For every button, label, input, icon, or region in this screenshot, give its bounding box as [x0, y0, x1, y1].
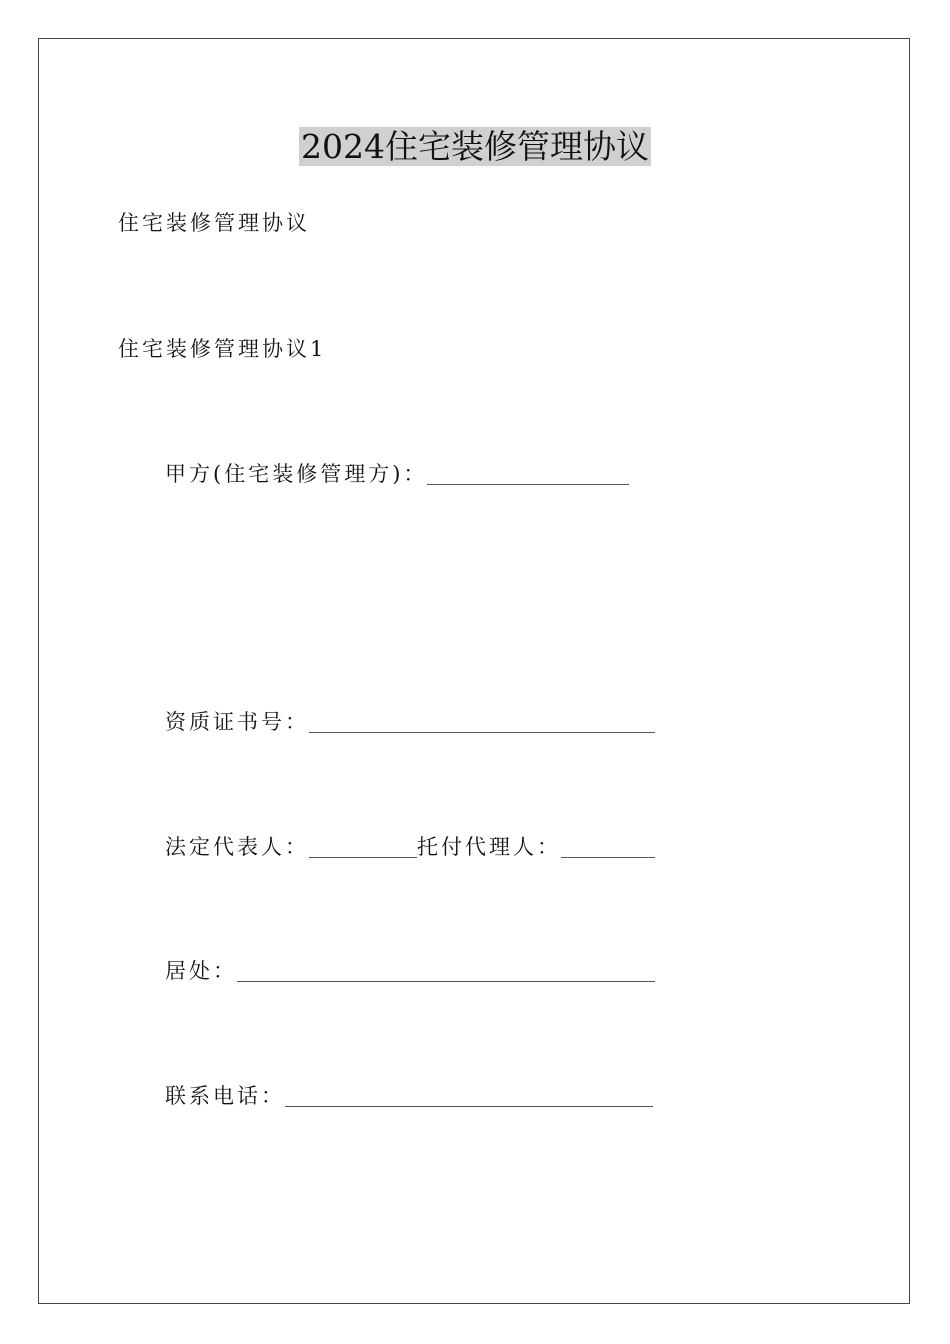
representatives-row — [165, 832, 655, 862]
legal-rep-label: 法定代表人： — [165, 835, 309, 859]
legal-rep-blank[interactable] — [309, 835, 417, 858]
agent-blank[interactable] — [561, 835, 655, 858]
qualification-blank[interactable] — [309, 710, 655, 733]
qualification-label: 资质证书号： — [165, 710, 309, 734]
party-a-row — [165, 459, 629, 489]
agent-label: 托付代理人： — [417, 835, 561, 859]
qualification-row — [165, 707, 655, 737]
address-label: 居处： — [165, 959, 237, 983]
party-a-label: 甲方(住宅装修管理方)： — [165, 462, 428, 486]
section-heading: 住宅装修管理协议1 — [118, 337, 327, 361]
document-title — [0, 124, 950, 170]
address-row — [165, 956, 655, 986]
document-subtitle: 住宅装修管理协议 — [118, 211, 310, 235]
phone-label: 联系电话： — [165, 1084, 285, 1108]
document-title-text: 2024住宅装修管理协议 — [301, 127, 649, 166]
phone-row — [165, 1081, 653, 1111]
address-blank[interactable] — [237, 959, 655, 982]
phone-blank[interactable] — [285, 1084, 653, 1107]
party-a-blank[interactable] — [427, 462, 629, 485]
